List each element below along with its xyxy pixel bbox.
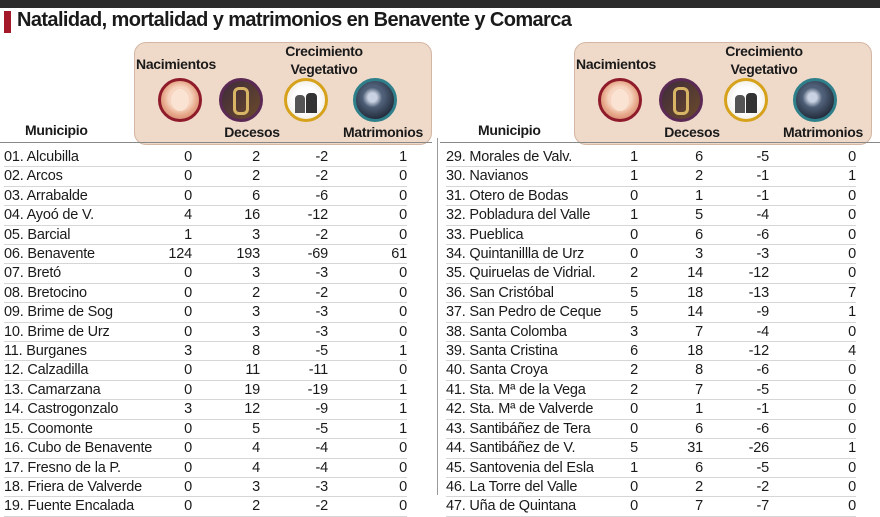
cell-matrimonios: 0 <box>769 400 856 419</box>
cell-municipio: 19. Fuente Encalada <box>4 497 156 516</box>
cell-municipio: 06. Benavente <box>4 245 156 264</box>
cell-municipio: 35. Quiruelas de Vidrial. <box>446 264 604 283</box>
cell-municipio: 13. Camarzana <box>4 380 156 399</box>
cell-decesos: 6 <box>638 148 703 167</box>
cell-crecimiento: -9 <box>260 400 328 419</box>
table-row <box>446 225 856 244</box>
cell-matrimonios: 0 <box>328 439 407 458</box>
table-row <box>4 264 407 283</box>
header-crecimiento-line1: Crecimiento <box>725 43 803 59</box>
cell-municipio: 41. Sta. Mª de la Vega <box>446 380 604 399</box>
cell-nacimientos: 2 <box>604 361 638 380</box>
cell-matrimonios: 7 <box>769 283 856 302</box>
cell-decesos: 6 <box>638 225 703 244</box>
cell-nacimientos: 5 <box>604 303 638 322</box>
column-divider <box>437 138 438 495</box>
cell-matrimonios: 1 <box>328 342 407 361</box>
cell-decesos: 8 <box>192 342 260 361</box>
header-divider <box>0 142 432 143</box>
header-nacimientos: Nacimientos <box>136 56 216 72</box>
cell-crecimiento: -12 <box>703 264 769 283</box>
header-crecimiento-line1: Crecimiento <box>285 43 363 59</box>
cell-crecimiento: -3 <box>260 303 328 322</box>
cell-crecimiento: -6 <box>703 361 769 380</box>
header-crecimiento <box>699 42 829 78</box>
cell-matrimonios: 0 <box>328 283 407 302</box>
cell-municipio: 05. Barcial <box>4 225 156 244</box>
cell-crecimiento: -2 <box>703 477 769 496</box>
table-row <box>446 419 856 438</box>
cell-nacimientos: 0 <box>156 186 192 205</box>
cell-municipio: 34. Quintanillla de Urz <box>446 245 604 264</box>
cell-crecimiento: -12 <box>703 342 769 361</box>
cell-matrimonios: 0 <box>769 380 856 399</box>
cell-nacimientos: 124 <box>156 245 192 264</box>
cell-matrimonios: 1 <box>328 419 407 438</box>
cell-matrimonios: 0 <box>769 322 856 341</box>
baby-icon <box>158 78 202 122</box>
cell-decesos: 3 <box>192 264 260 283</box>
cell-matrimonios: 0 <box>328 167 407 186</box>
cell-decesos: 18 <box>638 342 703 361</box>
table-row <box>446 245 856 264</box>
cell-municipio: 04. Ayoó de V. <box>4 206 156 225</box>
cell-nacimientos: 0 <box>604 419 638 438</box>
cell-municipio: 02. Arcos <box>4 167 156 186</box>
cell-crecimiento: -2 <box>260 497 328 516</box>
cell-decesos: 2 <box>192 148 260 167</box>
cell-municipio: 33. Pueblica <box>446 225 604 244</box>
cell-matrimonios: 0 <box>328 361 407 380</box>
cell-decesos: 31 <box>638 439 703 458</box>
cell-matrimonios: 0 <box>328 186 407 205</box>
cell-decesos: 14 <box>638 264 703 283</box>
cell-matrimonios: 0 <box>328 225 407 244</box>
cell-matrimonios: 1 <box>769 303 856 322</box>
cell-nacimientos: 4 <box>156 206 192 225</box>
cell-crecimiento: -5 <box>260 419 328 438</box>
cell-decesos: 3 <box>192 322 260 341</box>
cell-municipio: 43. Santibáñez de Tera <box>446 419 604 438</box>
cell-decesos: 11 <box>192 361 260 380</box>
wedding-icon <box>353 78 397 122</box>
cell-crecimiento: -6 <box>703 419 769 438</box>
cell-municipio: 36. San Cristóbal <box>446 283 604 302</box>
table-row <box>4 439 407 458</box>
cell-nacimientos: 3 <box>156 400 192 419</box>
table-row <box>4 225 407 244</box>
cell-nacimientos: 5 <box>604 439 638 458</box>
cell-nacimientos: 0 <box>604 477 638 496</box>
cell-matrimonios: 1 <box>328 148 407 167</box>
cell-matrimonios: 0 <box>769 264 856 283</box>
cell-crecimiento: -3 <box>260 264 328 283</box>
cell-matrimonios: 1 <box>769 439 856 458</box>
table-row <box>4 322 407 341</box>
elderly-couple-icon <box>724 78 768 122</box>
table-row <box>4 167 407 186</box>
table-row <box>446 400 856 419</box>
header-matrimonios: Matrimonios <box>343 124 423 140</box>
cell-decesos: 6 <box>192 186 260 205</box>
cell-decesos: 2 <box>192 167 260 186</box>
cell-nacimientos: 1 <box>604 458 638 477</box>
cell-decesos: 4 <box>192 458 260 477</box>
table-row <box>446 477 856 496</box>
table-row <box>446 380 856 399</box>
cell-decesos: 1 <box>638 186 703 205</box>
table-row <box>446 303 856 322</box>
cell-matrimonios: 1 <box>328 400 407 419</box>
cell-nacimientos: 5 <box>604 283 638 302</box>
header-municipio: Municipio <box>25 122 88 138</box>
cell-nacimientos: 0 <box>156 458 192 477</box>
cell-crecimiento: -5 <box>703 380 769 399</box>
table-row <box>4 245 407 264</box>
cell-matrimonios: 0 <box>328 477 407 496</box>
right-data-table <box>446 148 856 517</box>
table-row <box>446 283 856 302</box>
cell-decesos: 3 <box>638 245 703 264</box>
cell-nacimientos: 0 <box>156 283 192 302</box>
cell-decesos: 7 <box>638 497 703 516</box>
cell-municipio: 46. La Torre del Valle <box>446 477 604 496</box>
left-panel <box>0 0 440 515</box>
cell-municipio: 08. Bretocino <box>4 283 156 302</box>
table-row <box>4 206 407 225</box>
table-row <box>446 206 856 225</box>
table-row <box>446 439 856 458</box>
cell-crecimiento: -1 <box>703 186 769 205</box>
cell-crecimiento: -3 <box>260 322 328 341</box>
cell-crecimiento: -2 <box>260 283 328 302</box>
cell-municipio: 14. Castrogonzalo <box>4 400 156 419</box>
cell-municipio: 16. Cubo de Benavente <box>4 439 156 458</box>
cell-nacimientos: 0 <box>156 497 192 516</box>
cell-decesos: 8 <box>638 361 703 380</box>
cell-nacimientos: 2 <box>604 380 638 399</box>
cell-crecimiento: -2 <box>260 148 328 167</box>
cell-municipio: 11. Burganes <box>4 342 156 361</box>
cell-municipio: 07. Bretó <box>4 264 156 283</box>
header-crecimiento <box>259 42 389 78</box>
cell-crecimiento: -5 <box>260 342 328 361</box>
cell-decesos: 5 <box>192 419 260 438</box>
cell-nacimientos: 0 <box>604 400 638 419</box>
cell-nacimientos: 2 <box>604 264 638 283</box>
cell-matrimonios: 0 <box>328 206 407 225</box>
cell-nacimientos: 0 <box>156 439 192 458</box>
cell-crecimiento: -2 <box>260 225 328 244</box>
cell-nacimientos: 0 <box>604 245 638 264</box>
cell-decesos: 19 <box>192 380 260 399</box>
cell-matrimonios: 0 <box>328 264 407 283</box>
header-municipio: Municipio <box>478 122 541 138</box>
table-row <box>4 283 407 302</box>
table-row <box>4 186 407 205</box>
column-header-box <box>574 42 872 145</box>
cell-municipio: 18. Friera de Valverde <box>4 477 156 496</box>
cell-decesos: 3 <box>192 477 260 496</box>
cell-matrimonios: 0 <box>769 458 856 477</box>
cell-matrimonios: 0 <box>769 148 856 167</box>
cell-decesos: 3 <box>192 303 260 322</box>
cell-decesos: 2 <box>638 167 703 186</box>
cell-municipio: 29. Morales de Valv. <box>446 148 604 167</box>
cell-decesos: 4 <box>192 439 260 458</box>
table-row <box>446 361 856 380</box>
cell-municipio: 37. San Pedro de Ceque <box>446 303 604 322</box>
cell-decesos: 2 <box>638 477 703 496</box>
cell-crecimiento: -1 <box>703 400 769 419</box>
cell-municipio: 09. Brime de Sog <box>4 303 156 322</box>
cell-decesos: 16 <box>192 206 260 225</box>
elderly-couple-icon <box>284 78 328 122</box>
cell-municipio: 44. Santibáñez de V. <box>446 439 604 458</box>
cell-crecimiento: -4 <box>260 458 328 477</box>
cell-municipio: 30. Navianos <box>446 167 604 186</box>
page-title: Natalidad, mortalidad y matrimonios en Benavente y Comarca <box>17 9 572 31</box>
table-row <box>4 361 407 380</box>
cell-matrimonios: 0 <box>769 497 856 516</box>
column-header-box <box>134 42 432 145</box>
right-panel <box>440 0 880 515</box>
cell-matrimonios: 1 <box>328 380 407 399</box>
table-row <box>446 186 856 205</box>
cell-municipio: 45. Santovenia del Esla <box>446 458 604 477</box>
cell-matrimonios: 0 <box>769 206 856 225</box>
cell-crecimiento: -5 <box>703 458 769 477</box>
cell-municipio: 17. Fresno de la P. <box>4 458 156 477</box>
table-row <box>446 167 856 186</box>
cell-municipio: 01. Alcubilla <box>4 148 156 167</box>
cell-matrimonios: 0 <box>769 477 856 496</box>
cell-matrimonios: 0 <box>769 419 856 438</box>
cell-matrimonios: 0 <box>328 322 407 341</box>
header-divider <box>440 142 880 143</box>
cell-municipio: 12. Calzadilla <box>4 361 156 380</box>
cell-crecimiento: -4 <box>703 206 769 225</box>
cell-matrimonios: 0 <box>769 245 856 264</box>
cell-matrimonios: 0 <box>328 497 407 516</box>
cell-crecimiento: -26 <box>703 439 769 458</box>
cell-nacimientos: 1 <box>156 225 192 244</box>
cell-decesos: 1 <box>638 400 703 419</box>
cell-decesos: 18 <box>638 283 703 302</box>
cell-decesos: 7 <box>638 380 703 399</box>
cell-nacimientos: 0 <box>156 148 192 167</box>
table-row <box>446 322 856 341</box>
cell-nacimientos: 0 <box>604 225 638 244</box>
header-crecimiento-line2: Vegetativo <box>730 61 798 77</box>
cell-decesos: 7 <box>638 322 703 341</box>
cell-nacimientos: 0 <box>156 380 192 399</box>
table-row <box>446 264 856 283</box>
cell-nacimientos: 0 <box>156 322 192 341</box>
table-row <box>446 148 856 167</box>
baby-icon <box>598 78 642 122</box>
cell-nacimientos: 0 <box>156 264 192 283</box>
left-data-table <box>4 148 407 517</box>
cell-nacimientos: 1 <box>604 167 638 186</box>
table-row <box>4 497 407 516</box>
table-row <box>446 342 856 361</box>
cell-nacimientos: 0 <box>156 303 192 322</box>
cell-crecimiento: -4 <box>260 439 328 458</box>
header-decesos: Decesos <box>664 124 720 140</box>
cell-crecimiento: -6 <box>260 186 328 205</box>
table-row <box>4 458 407 477</box>
cell-municipio: 47. Uña de Quintana <box>446 497 604 516</box>
cell-nacimientos: 3 <box>156 342 192 361</box>
cell-decesos: 12 <box>192 400 260 419</box>
cell-decesos: 3 <box>192 225 260 244</box>
cell-municipio: 42. Sta. Mª de Valverde <box>446 400 604 419</box>
cell-nacimientos: 0 <box>156 361 192 380</box>
header-crecimiento-line2: Vegetativo <box>290 61 358 77</box>
table-row <box>4 380 407 399</box>
table-row <box>4 342 407 361</box>
cell-matrimonios: 4 <box>769 342 856 361</box>
cell-crecimiento: -11 <box>260 361 328 380</box>
header-decesos: Decesos <box>224 124 280 140</box>
cell-nacimientos: 0 <box>604 186 638 205</box>
coffin-icon <box>219 78 263 122</box>
cell-matrimonios: 61 <box>328 245 407 264</box>
cell-nacimientos: 0 <box>604 497 638 516</box>
table-row <box>446 497 856 516</box>
cell-matrimonios: 1 <box>769 167 856 186</box>
header-nacimientos: Nacimientos <box>576 56 656 72</box>
cell-nacimientos: 0 <box>156 419 192 438</box>
cell-matrimonios: 0 <box>328 458 407 477</box>
cell-crecimiento: -7 <box>703 497 769 516</box>
cell-matrimonios: 0 <box>769 225 856 244</box>
cell-nacimientos: 1 <box>604 206 638 225</box>
table-row <box>4 400 407 419</box>
cell-matrimonios: 0 <box>769 361 856 380</box>
cell-crecimiento: -2 <box>260 167 328 186</box>
coffin-icon <box>659 78 703 122</box>
cell-municipio: 10. Brime de Urz <box>4 322 156 341</box>
cell-nacimientos: 0 <box>156 167 192 186</box>
cell-crecimiento: -5 <box>703 148 769 167</box>
cell-municipio: 38. Santa Colomba <box>446 322 604 341</box>
cell-nacimientos: 6 <box>604 342 638 361</box>
table-row <box>4 477 407 496</box>
cell-municipio: 40. Santa Croya <box>446 361 604 380</box>
cell-decesos: 6 <box>638 458 703 477</box>
cell-crecimiento: -13 <box>703 283 769 302</box>
wedding-icon <box>793 78 837 122</box>
cell-nacimientos: 3 <box>604 322 638 341</box>
cell-municipio: 15. Coomonte <box>4 419 156 438</box>
cell-decesos: 2 <box>192 283 260 302</box>
cell-decesos: 193 <box>192 245 260 264</box>
table-row <box>4 419 407 438</box>
cell-crecimiento: -6 <box>703 225 769 244</box>
cell-crecimiento: -4 <box>703 322 769 341</box>
cell-crecimiento: -69 <box>260 245 328 264</box>
header-matrimonios: Matrimonios <box>783 124 863 140</box>
cell-crecimiento: -19 <box>260 380 328 399</box>
cell-decesos: 6 <box>638 419 703 438</box>
cell-nacimientos: 1 <box>604 148 638 167</box>
cell-nacimientos: 0 <box>156 477 192 496</box>
cell-matrimonios: 0 <box>328 303 407 322</box>
cell-decesos: 2 <box>192 497 260 516</box>
cell-matrimonios: 0 <box>769 186 856 205</box>
cell-municipio: 03. Arrabalde <box>4 186 156 205</box>
cell-municipio: 39. Santa Cristina <box>446 342 604 361</box>
cell-municipio: 32. Pobladura del Valle <box>446 206 604 225</box>
table-row <box>4 303 407 322</box>
table-row <box>4 148 407 167</box>
cell-decesos: 14 <box>638 303 703 322</box>
cell-crecimiento: -12 <box>260 206 328 225</box>
cell-municipio: 31. Otero de Bodas <box>446 186 604 205</box>
cell-crecimiento: -9 <box>703 303 769 322</box>
cell-crecimiento: -3 <box>703 245 769 264</box>
table-row <box>446 458 856 477</box>
cell-crecimiento: -1 <box>703 167 769 186</box>
cell-decesos: 5 <box>638 206 703 225</box>
cell-crecimiento: -3 <box>260 477 328 496</box>
